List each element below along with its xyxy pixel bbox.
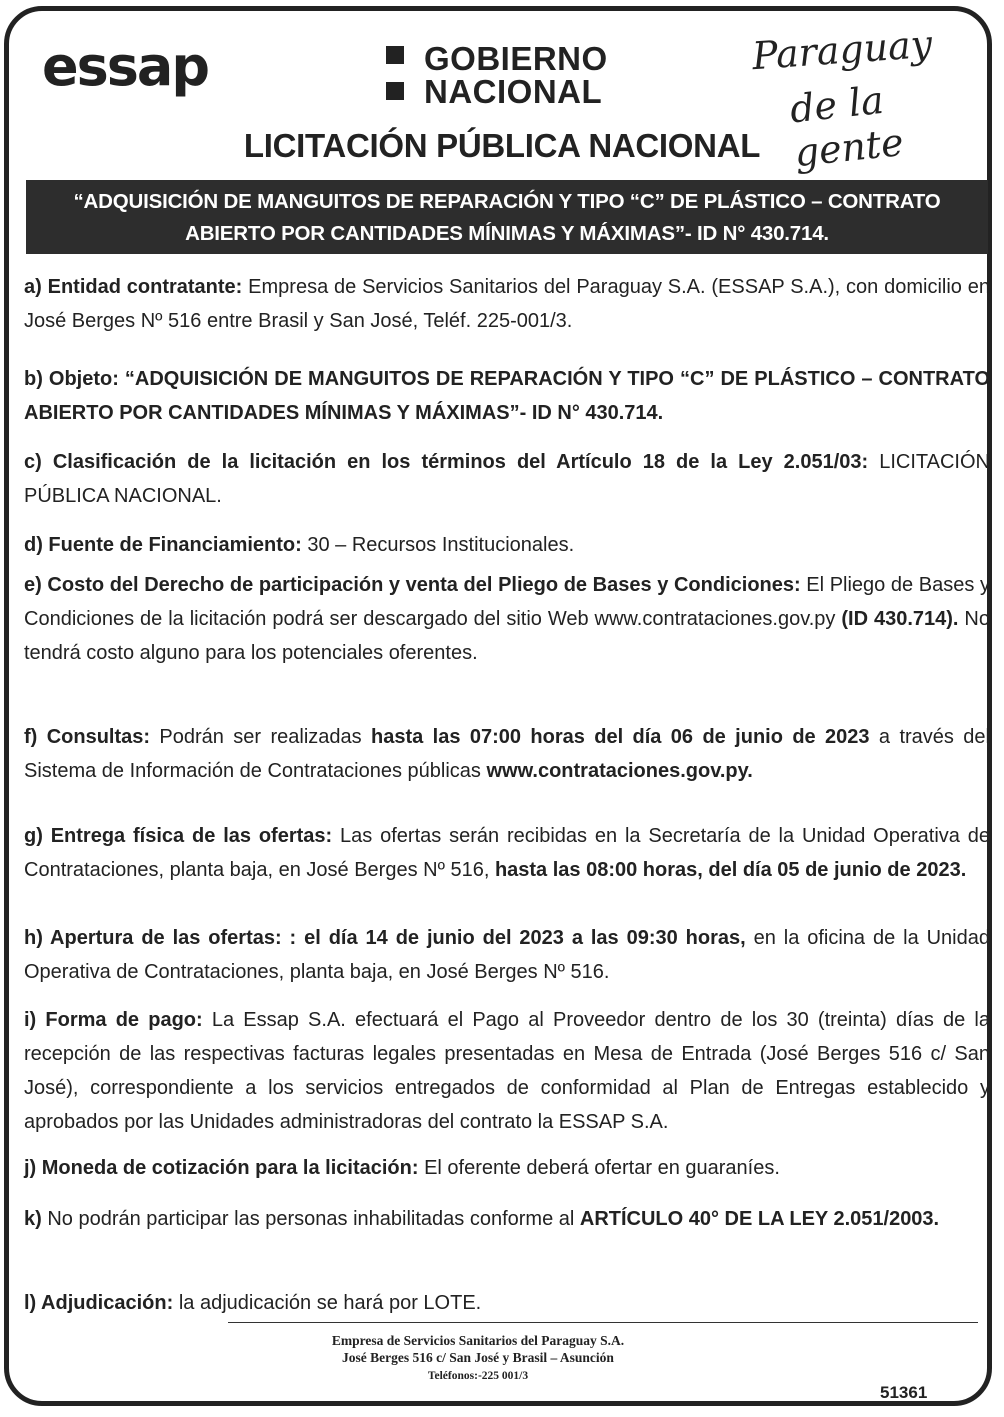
section-g xyxy=(24,819,990,887)
section-g-label: g) Entrega física de las ofertas: xyxy=(24,825,333,847)
section-d-text: 30 – Recursos Institucionales. xyxy=(301,534,575,556)
nacional-text: NACIONAL xyxy=(424,73,603,110)
logo-squares-icon xyxy=(386,46,404,100)
banner-line-2: ABIERTO POR CANTIDADES MÍNIMAS Y MÁXIMAS”- ID N° 430.714. xyxy=(185,222,829,245)
section-b xyxy=(24,362,990,430)
section-l-label: l) Adjudicación: xyxy=(24,1292,174,1314)
footer-company: Empresa de Servicios Sanitarios del Paraguay S.A. xyxy=(331,1333,625,1348)
section-c-text: LICITACIÓN PÚBLICA NACIONAL. xyxy=(24,451,990,507)
section-f-text-1: Podrán ser realizadas xyxy=(150,726,372,748)
page-title: LICITACIÓN PÚBLICA NACIONAL xyxy=(243,127,761,164)
section-j-text: El oferente deberá ofertar en guaraníes. xyxy=(418,1157,780,1179)
section-d xyxy=(24,528,990,562)
section-g-text-1: Las ofertas serán recibidas en la Secretaría de la Unidad Operativa de Contrataciones, planta baja, en José Berges Nº 516, xyxy=(24,825,990,881)
section-c xyxy=(24,445,990,513)
script-line-1: Paraguay xyxy=(750,21,934,79)
section-e-label: e) Costo del Derecho de participación y venta del Pliego de Bases y Condiciones: xyxy=(24,574,801,596)
section-e xyxy=(24,568,990,670)
section-f-bold-1: hasta las 07:00 horas del día 06 de junio de 2023 xyxy=(371,726,870,748)
section-h xyxy=(24,921,990,989)
footer-divider xyxy=(228,1322,978,1323)
section-b-label: b) Objeto: “ADQUISICIÓN DE MANGUITOS DE REPARACIÓN Y TIPO “C” DE PLÁSTICO – CONTRATO ABIERTO POR CANTIDADES MÍNIMAS Y MÁXIMAS”- ID N° 430.714. xyxy=(24,368,990,424)
section-f-label: f) Consultas: xyxy=(24,726,151,748)
gobierno-text: GOBIERNO xyxy=(424,40,608,77)
section-f-bold-2: www.contrataciones.gov.py. xyxy=(486,760,753,782)
section-j-label: j) Moneda de cotización para la licitación: xyxy=(24,1157,419,1179)
section-f-text-2: a través del Sistema de Información de Contrataciones públicas xyxy=(24,726,990,782)
section-h-text: en la oficina de la Unidad Operativa de Contrataciones, planta baja, en José Berges Nº 516. xyxy=(24,927,990,983)
section-i-label: i) Forma de pago: xyxy=(24,1009,203,1031)
section-k xyxy=(24,1202,990,1236)
section-h-label: h) Apertura de las ofertas: : el día 14 de junio del 2023 a las 09:30 horas, xyxy=(24,927,746,949)
section-c-label: c) Clasificación de la licitación en los términos del Artículo 18 de la Ley 2.051/03: xyxy=(24,451,869,473)
script-line-2: de la gente xyxy=(787,77,906,176)
subject-banner xyxy=(26,180,988,254)
footer-phone: Teléfonos:-225 001/3 xyxy=(427,1370,529,1382)
section-f xyxy=(24,720,990,788)
ad-code: 51361 xyxy=(880,1383,928,1402)
section-k-text: No podrán participar las personas inhabilitadas conforme al xyxy=(41,1208,580,1230)
section-e-text-2: No tendrá costo alguno para los potenciales oferentes. xyxy=(24,608,990,664)
section-a-label: a) Entidad contratante: xyxy=(24,276,243,298)
section-d-label: d) Fuente de Financiamiento: xyxy=(24,534,302,556)
section-l xyxy=(24,1286,990,1320)
section-g-bold-1: hasta las 08:00 horas, del día 05 de junio de 2023. xyxy=(494,859,967,881)
section-e-bold-1: (ID 430.714). xyxy=(841,608,959,630)
essap-logo: essap xyxy=(42,35,209,98)
footer-address: José Berges 516 c/ San José y Brasil – Asunción xyxy=(342,1350,614,1365)
section-j xyxy=(24,1151,990,1185)
gobierno-nacional-logo xyxy=(386,42,608,108)
section-i xyxy=(24,1003,990,1139)
section-i-text: La Essap S.A. efectuará el Pago al Proveedor dentro de los 30 (treinta) días de la recepción de las respectivas facturas legales presentadas en Mesa de Entrada (José Berges 516 c/ San José), correspondiente a los servicios entregados de conformidad al Plan de Entregas establecido y aprobados por las Unidades administradoras del contrato la ESSAP S.A. xyxy=(24,1009,990,1133)
section-a-text: Empresa de Servicios Sanitarios del Paraguay S.A. (ESSAP S.A.), con domicilio en José Berges Nº 516 entre Brasil y San José, Teléf. 225-001/3. xyxy=(24,276,990,332)
section-k-label: k) xyxy=(24,1208,42,1230)
section-a xyxy=(24,270,990,338)
banner-line-1: “ADQUISICIÓN DE MANGUITOS DE REPARACIÓN Y TIPO “C” DE PLÁSTICO – CONTRATO xyxy=(73,190,941,213)
section-e-text-1: El Pliego de Bases y Condiciones de la licitación podrá ser descargado del sitio Web www.contrataciones.gov.py xyxy=(24,574,990,630)
section-l-text: la adjudicación se hará por LOTE. xyxy=(173,1292,482,1314)
section-k-bold-1: ARTÍCULO 40° DE LA LEY 2.051/2003. xyxy=(579,1208,940,1230)
paraguay-de-la-gente-logo xyxy=(750,21,972,176)
